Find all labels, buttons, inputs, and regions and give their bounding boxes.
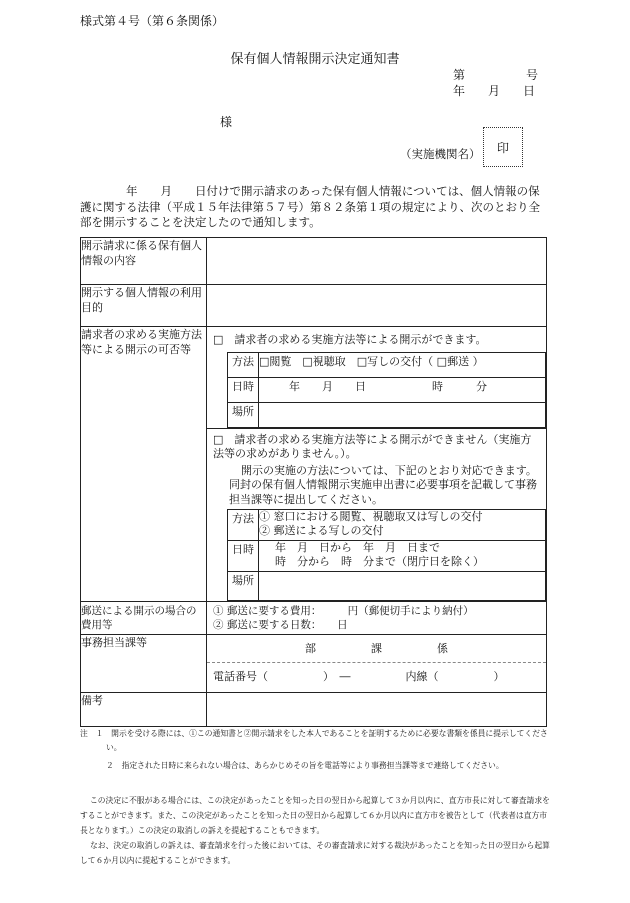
- row-office-label: 事務担当課等: [81, 635, 207, 693]
- opt2-date-value: [259, 541, 546, 572]
- row-purpose-value[interactable]: [207, 285, 547, 327]
- opt2-place-value[interactable]: [259, 572, 546, 601]
- opt2-method-1[interactable]: ① 窓口における閲覧、視聴取又は写しの交付: [259, 510, 483, 523]
- opt1-date-label: 日時: [228, 377, 259, 402]
- date-month: 月: [488, 84, 501, 98]
- appeal-paragraph-1: この決定に不服がある場合には、この決定があったことを知った日の翌日から起算して３か月以内に、直方市長に対して審査請求をすることができます。また、この決定があったことを知った日の翌日から起算して６か月以内に直方市を被告として（代表者は直方市長となります。）この決定の取消しの訴えを提起することもできます。: [80, 796, 550, 835]
- appeal-paragraph-2: なお、決定の取消しの訴えは、審査請求を行った後においては、その審査請求に対する裁決があったことを知った日の翌日から起算して６か月以内に提起することができます。: [80, 841, 550, 865]
- note-1: 注 １ 開示を受ける際には、①この通知書と②開示請求をした本人であることを証明するために必要な書類を係員に提示してください。: [80, 729, 548, 752]
- intro-text: 年 月 日付けで開示請求のあった保有個人情報については、個人情報の保護に関する法律（平成１５年法律第５７号）第８２条第１項の規定により、次のとおり全部を開示することを決定したので通知します。: [80, 184, 540, 229]
- note-2: ２ 指定された日時に来られない場合は、あらかじめその旨を電話等により事務担当課等まで連絡してください。: [106, 761, 504, 770]
- row-office-value: [207, 635, 547, 693]
- appeal-notice: [80, 793, 550, 868]
- organization-name: （実施機関名）: [400, 147, 481, 161]
- row-remarks-value[interactable]: [207, 693, 547, 727]
- opt2-method-2[interactable]: ② 郵送による写しの交付: [259, 524, 384, 537]
- opt1-method-value[interactable]: □閲覧 □視聴取 □写しの交付（ □郵送 ）: [259, 352, 546, 377]
- row-remarks-label: 備考: [81, 693, 207, 727]
- opt2-place-label: 場所: [228, 572, 259, 601]
- opt2-date-label: 日時: [228, 541, 259, 572]
- row-purpose-label: 開示する個人情報の利用目的: [81, 285, 207, 327]
- document-title: 保有個人情報開示決定通知書: [230, 52, 400, 67]
- office-dept[interactable]: 部 課 係: [207, 635, 546, 663]
- seal-label: 印: [496, 140, 509, 155]
- option-2-table: [227, 509, 546, 601]
- date-year: 年: [453, 84, 466, 98]
- notes: [80, 727, 550, 773]
- postage-days[interactable]: ② 郵送に要する日数： 日: [213, 619, 348, 631]
- opt1-date-value[interactable]: 年 月 日 時 分: [259, 377, 546, 402]
- opt2-method-value: [259, 510, 546, 541]
- seal-box: [483, 127, 523, 167]
- row-method-value: [207, 327, 547, 602]
- opt1-place-label: 場所: [228, 402, 259, 427]
- row-method-label: 請求者の求める実施方法等による開示の可否等: [81, 327, 207, 602]
- addressee: 様: [220, 115, 233, 129]
- row-content-label: 開示請求に係る保有個人情報の内容: [81, 238, 207, 285]
- option-1-text[interactable]: □ 請求者の求める実施方法等による開示ができます。: [213, 333, 487, 346]
- opt1-place-value[interactable]: [259, 402, 546, 427]
- postage-cost[interactable]: ① 郵送に要する費用： 円（郵便切手により納付）: [213, 605, 474, 617]
- form-number: 様式第４号（第６条関係）: [80, 14, 225, 28]
- option-1-table: [227, 352, 546, 428]
- option-2-text[interactable]: □ 請求者の求める実施方法等による開示ができません（実施方法等の求めがありません。）。: [213, 432, 532, 460]
- row-postage-value: [207, 602, 547, 635]
- opt1-method-label: 方法: [228, 352, 259, 377]
- opt2-method-label: 方法: [228, 510, 259, 541]
- row-postage-label: 郵送による開示の場合の費用等: [81, 602, 207, 635]
- number-go: 号: [526, 68, 539, 82]
- opt2-date-2[interactable]: 時 分から 時 分まで（閉庁日を除く）: [275, 555, 484, 568]
- number-dai: 第: [453, 68, 466, 82]
- option-2-note: 開示の実施の方法については、下記のとおり対応できます。同封の保有個人情報開示実施申出書に必要事項を記載して事務担当課等に提出してください。: [229, 463, 537, 506]
- date-day: 日: [523, 84, 536, 98]
- decision-table: [80, 237, 547, 727]
- office-phone[interactable]: 電話番号（ ） ― 内線（ ）: [213, 670, 505, 683]
- opt2-date-1[interactable]: 年 月 日から 年 月 日まで: [275, 541, 440, 554]
- row-content-value[interactable]: [207, 238, 547, 285]
